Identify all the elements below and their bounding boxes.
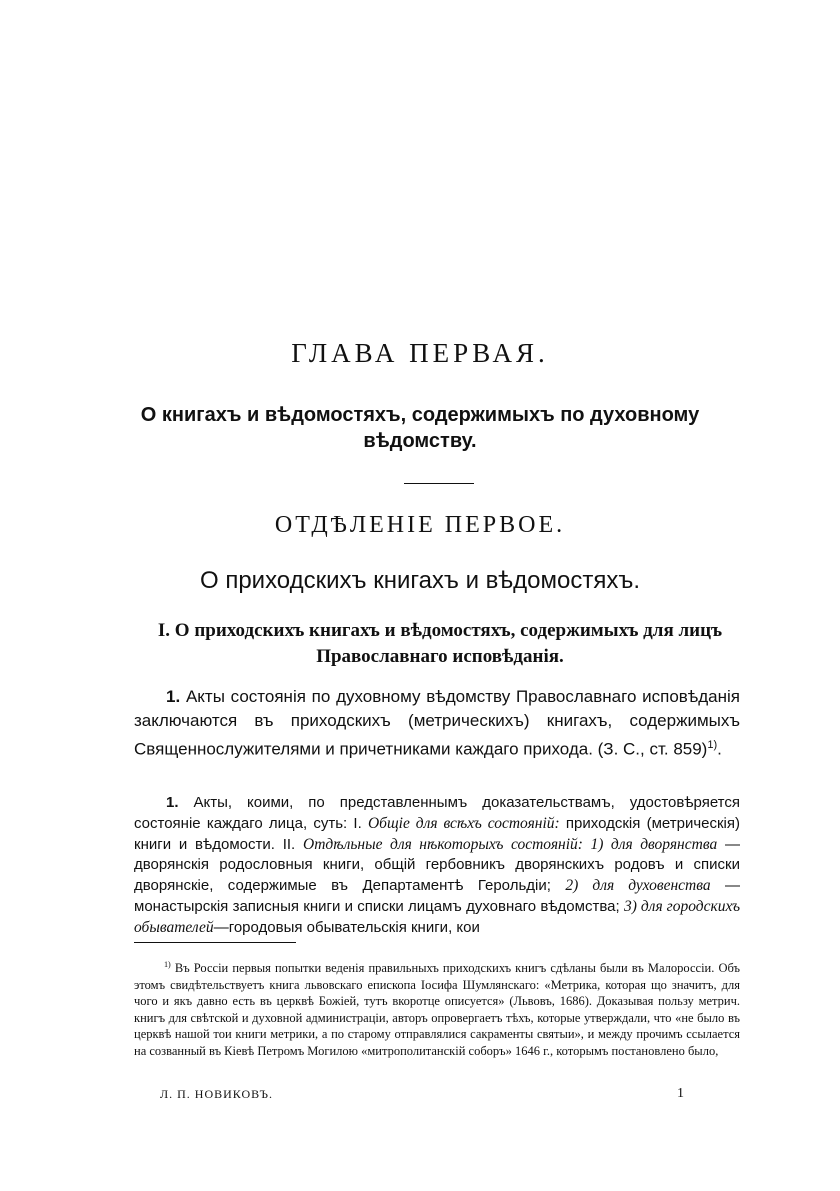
article-paragraph: 1. Акты состоянія по духовному вѣдомству Православнаго исповѣданія заключаются въ приходскихъ (метрическихъ) книгахъ, содержимыхъ Священнослужителями и причетниками каждаго прихода. (З. С., ст. 859)$^{1)}$. bbox=[134, 687, 740, 759]
commentary-text-4: — монастырскія записныя книги и списки лицамъ духовнаго вѣдомства; bbox=[134, 877, 741, 915]
commentary-paragraph bbox=[134, 793, 740, 939]
commentary-italic-4: 3) для городскихъ обывателей bbox=[134, 897, 740, 936]
title-divider bbox=[404, 483, 474, 484]
heading-one: I. О приходскихъ книгахъ и вѣдомостяхъ, содержимыхъ для лицъ Православнаго исповѣданія. bbox=[157, 620, 723, 667]
chapter-subtitle: О книгахъ и вѣдомостяхъ, содержимыхъ по духовному вѣдомству. bbox=[140, 404, 700, 452]
footnote-number: 1) bbox=[164, 960, 171, 969]
footnote-mark: 1) bbox=[707, 739, 718, 751]
page-number: 1 bbox=[677, 1086, 684, 1101]
footnote bbox=[134, 957, 740, 1059]
footnote-text: Въ Россіи первыя попытки веденія правильныхъ приходскихъ книгъ сдѣланы были въ Малороссіи. Объ этомъ свидѣтельствуетъ книга львовскаго епископа Іосифа Шумлянскаго: «Метрика, которая що значитъ, для чого и якъ давно есть въ церквѣ Божіей, тутъ вкоротце описуется» (Львовъ, 1686). Доказывая пользу метрич. книгъ для свѣтской и духовной администраціи, авторъ опровергаетъ тѣхъ, которые утверждали, что «не было въ церквѣ нашой тои книги метрики, а по старому отправлялися сакраменты святыи», и между прочимъ ссылается на созванный въ Кіевѣ Петромъ Могилою «митрополитанскій соборъ» 1646 г., которымъ постановлено было, bbox=[134, 961, 741, 1058]
commentary-italic-3: 2) для духовенства bbox=[565, 877, 711, 895]
footnote-divider bbox=[134, 942, 296, 943]
article-number: 1. bbox=[166, 687, 181, 706]
article-text: Акты состоянія по духовному вѣдомству Православнаго исповѣданія заключаются въ приходскихъ (метрическихъ) книгахъ, содержимыхъ Священнослужителями и причетниками каждаго прихода. (З. С., ст. 859) bbox=[134, 687, 740, 759]
commentary-text-3: — дворянскія родословныя книги, общій гербовникъ дворянскихъ родовъ и списки дворянскіе, содержимые въ Департаментѣ Герольдіи; bbox=[134, 835, 741, 895]
chapter-title: ГЛАВА ПЕРВАЯ. bbox=[291, 338, 549, 368]
footer-author: Л. П. НОВИКОВЪ. bbox=[160, 1087, 274, 1101]
commentary-text-2: приходскія (метрическія) книги и вѣдомости. II. bbox=[134, 814, 740, 853]
commentary-italic-2: Отдѣльные для нѣкоторыхъ состояній: 1) для дворянства bbox=[303, 835, 718, 853]
commentary-number: 1. bbox=[166, 794, 179, 811]
commentary-italic-1: Общіе для всѣхъ состояній: bbox=[367, 814, 560, 832]
section-title: ОТДѢЛЕНІЕ ПЕРВОЕ. bbox=[274, 512, 566, 538]
commentary-text-1: Акты, коими, по представленнымъ доказательствамъ, удостовѣряется состояніе каждаго лица, суть: I. bbox=[134, 794, 741, 832]
section-subtitle: О приходскихъ книгахъ и вѣдомостяхъ. bbox=[199, 567, 640, 594]
commentary-text-5: —городовыя обывательскія книги, кои bbox=[213, 918, 480, 936]
